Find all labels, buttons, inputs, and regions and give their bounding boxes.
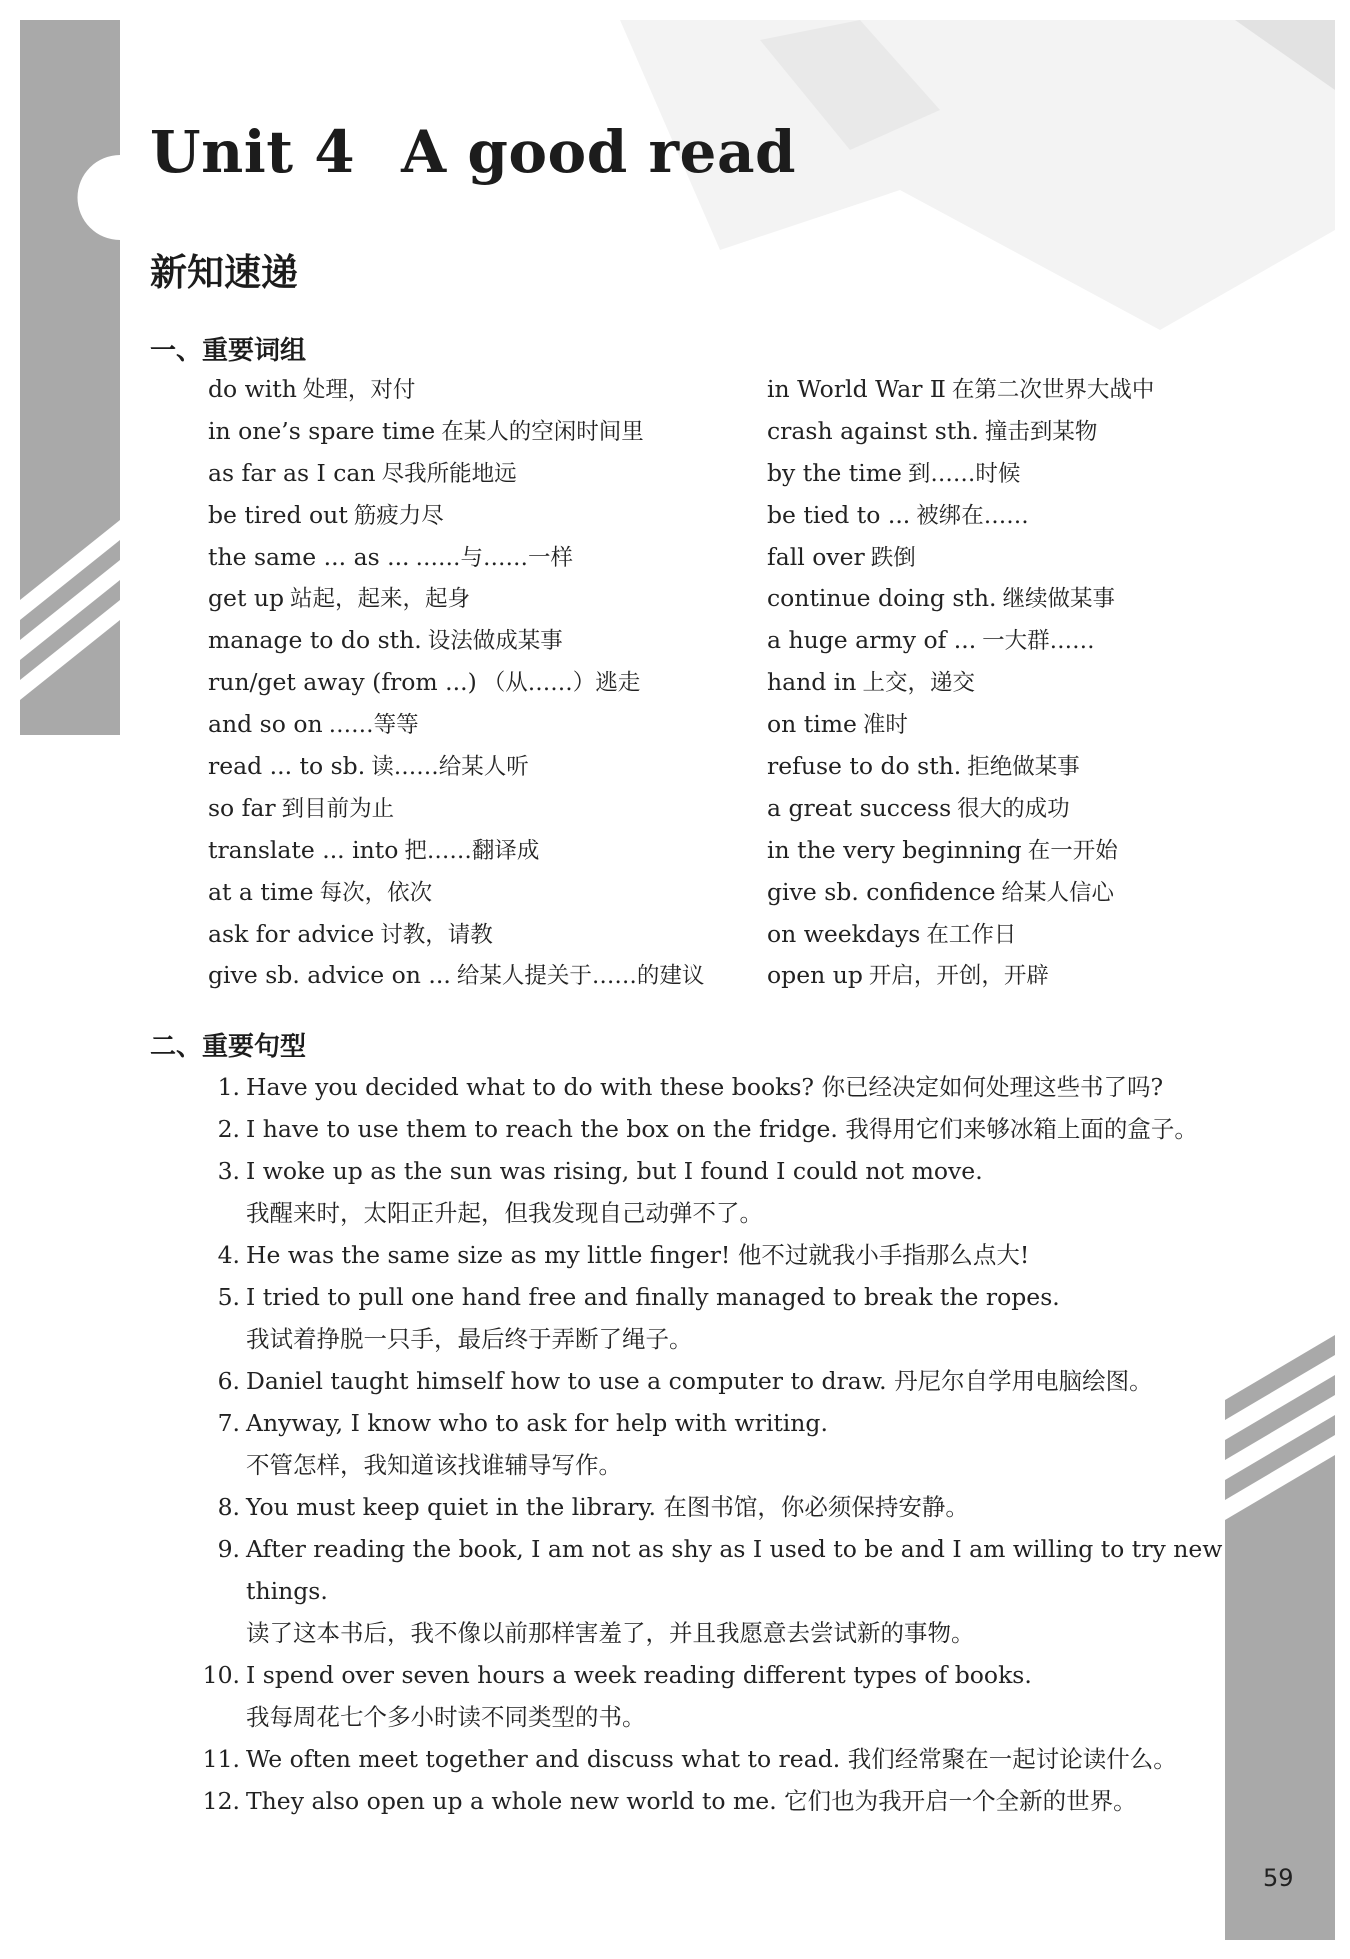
phrase-chinese: 讨教，请教 — [380, 921, 493, 948]
sentence-body — [246, 1486, 1190, 1528]
sentence-number: 11. — [202, 1745, 240, 1773]
vocab-item — [767, 830, 1327, 872]
sentence-body — [246, 1150, 1190, 1234]
phrase-english: be tied to ... — [767, 500, 911, 529]
phrase-english: on weekdays — [767, 919, 921, 948]
phrase-chinese: 每次，依次 — [319, 879, 433, 906]
phrase-chinese: 到目前为止 — [281, 795, 395, 822]
phrase-english: continue doing sth. — [767, 584, 997, 613]
phrase-chinese: 撞击到某物 — [984, 418, 1098, 445]
sentence-line: things. — [246, 1577, 328, 1605]
vocab-list-right — [767, 369, 1327, 997]
sentence-line: 我试着挣脱一只手，最后终于弄断了绳子。 — [246, 1325, 693, 1353]
vocab-item — [208, 620, 768, 662]
vocab-item — [208, 411, 768, 453]
sentence-number: 9. — [217, 1535, 240, 1563]
sentences-heading: 二、重要句型 — [150, 1032, 307, 1062]
sentence-body — [246, 1066, 1190, 1108]
sentence-line: Daniel taught himself how to use a computer to draw. 丹尼尔自学用电脑绘图。 — [246, 1367, 1153, 1395]
vocab-item — [767, 495, 1327, 537]
sentence-item — [150, 1780, 1190, 1822]
vocab-item — [208, 662, 768, 704]
sentence-item — [150, 1234, 1190, 1276]
phrase-chinese: 给某人信心 — [1001, 879, 1115, 906]
sentence-number: 10. — [202, 1661, 240, 1689]
vocab-item — [767, 914, 1327, 956]
vocab-item — [208, 704, 768, 746]
sentence-number: 5. — [217, 1283, 240, 1311]
phrase-english: by the time — [767, 458, 902, 487]
phrase-chinese: 被绑在…… — [916, 502, 1029, 529]
phrase-chinese: 设法做成某事 — [427, 628, 563, 655]
sentence-body — [246, 1780, 1190, 1822]
sentence-body — [246, 1108, 1198, 1150]
phrase-english: give sb. confidence — [767, 877, 996, 906]
sentence-item — [150, 1402, 1190, 1486]
phrase-english: in the very beginning — [767, 835, 1022, 864]
sentence-line: 读了这本书后，我不像以前那样害羞了，并且我愿意去尝试新的事物。 — [246, 1619, 975, 1647]
phrase-chinese: 在一开始 — [1027, 837, 1118, 864]
phrase-chinese: 在第二次世界大战中 — [951, 377, 1155, 403]
sentence-line: We often meet together and discuss what to read. 我们经常聚在一起讨论读什么。 — [246, 1745, 1177, 1773]
sentence-item — [150, 1360, 1190, 1402]
phrase-chinese: 站起，起来，起身 — [290, 586, 471, 613]
sentence-number: 7. — [217, 1409, 240, 1437]
phrase-english: the same ... as ... — [208, 542, 410, 571]
vocab-item — [208, 830, 768, 872]
sentence-list — [150, 1066, 1223, 1822]
sentence-number: 1. — [217, 1073, 240, 1101]
sentence-body — [246, 1738, 1190, 1780]
phrase-english: hand in — [767, 668, 857, 697]
unit-name: A good read — [401, 118, 797, 186]
phrase-english: at a time — [208, 877, 314, 906]
vocab-item — [767, 955, 1327, 997]
sentence-body — [246, 1528, 1222, 1654]
phrase-english: on time — [767, 710, 857, 739]
page-number: 59 — [1263, 1864, 1294, 1892]
sentence-line: He was the same size as my little finger! 他不过就我小手指那么点大! — [246, 1241, 1030, 1269]
phrase-chinese: 上交，递交 — [862, 670, 975, 697]
unit-number: Unit 4 — [150, 118, 356, 186]
sentence-number: 4. — [217, 1241, 240, 1269]
vocab-item — [208, 788, 768, 830]
phrase-english: ask for advice — [208, 919, 375, 948]
sentence-body — [246, 1402, 1190, 1486]
sentence-body — [246, 1234, 1190, 1276]
phrase-english: do with — [208, 375, 297, 403]
vocab-item — [208, 453, 768, 495]
phrase-chinese: ……与……一样 — [415, 544, 574, 571]
vocab-item — [767, 704, 1327, 746]
phrase-english: run/get away (from ...) — [208, 668, 477, 697]
sentence-item — [150, 1150, 1190, 1234]
phrase-english: fall over — [767, 542, 865, 571]
sentence-line: 我醒来时，太阳正升起，但我发现自己动弹不了。 — [246, 1199, 763, 1227]
sentence-line: They also open up a whole new world to me. 它们也为我开启一个全新的世界。 — [246, 1787, 1137, 1815]
phrase-chinese: （从……）逃走 — [482, 670, 641, 697]
sentence-item — [150, 1738, 1190, 1780]
sentence-item — [150, 1528, 1223, 1654]
phrase-english: a great success — [767, 793, 952, 822]
phrase-english: in one’s spare time — [208, 416, 436, 445]
phrase-english: get up — [208, 584, 285, 613]
sentence-item — [150, 1276, 1190, 1360]
sentence-line: I tried to pull one hand free and finally managed to break the ropes. — [246, 1283, 1060, 1311]
phrase-english: translate ... into — [208, 835, 399, 864]
sentence-body — [246, 1276, 1190, 1360]
phrase-chinese: ……等等 — [328, 712, 419, 739]
sentence-line: I spend over seven hours a week reading different types of books. — [246, 1661, 1032, 1689]
vocab-item — [208, 914, 768, 956]
vocab-item — [767, 620, 1327, 662]
phrase-english: a huge army of ... — [767, 626, 977, 655]
sentence-line: Anyway, I know who to ask for help with writing. — [246, 1409, 828, 1437]
sentence-line: I have to use them to reach the box on the fridge. 我得用它们来够冰箱上面的盒子。 — [246, 1115, 1198, 1143]
sentence-line: Have you decided what to do with these books? 你已经决定如何处理这些书了吗? — [246, 1073, 1164, 1101]
vocab-item — [208, 746, 768, 788]
vocab-list-left — [208, 369, 768, 997]
sentence-item — [150, 1108, 1198, 1150]
sentence-line: After reading the book, I am not as shy as I used to be and I am willing to try new — [246, 1535, 1223, 1563]
sentence-number: 12. — [202, 1787, 240, 1815]
vocab-item — [208, 872, 768, 914]
sentence-item — [150, 1486, 1190, 1528]
vocab-item — [208, 369, 768, 411]
vocab-item — [767, 872, 1327, 914]
phrase-chinese: 在某人的空闲时间里 — [441, 418, 644, 445]
vocab-item — [767, 453, 1327, 495]
phrase-english: open up — [767, 961, 863, 990]
phrase-chinese: 给某人提关于……的建议 — [456, 963, 705, 990]
phrase-chinese: 处理，对付 — [302, 377, 416, 403]
vocab-item — [767, 746, 1327, 788]
sentence-body — [246, 1360, 1190, 1402]
vocab-item — [767, 662, 1327, 704]
vocab-item — [767, 369, 1327, 411]
phrase-chinese: 跌倒 — [870, 544, 916, 571]
phrase-english: manage to do sth. — [208, 626, 422, 655]
sentence-number: 8. — [217, 1493, 240, 1521]
phrase-chinese: 很大的成功 — [957, 795, 1070, 822]
vocab-item — [208, 495, 768, 537]
vocab-item — [208, 955, 768, 997]
phrase-chinese: 尽我所能地远 — [381, 460, 517, 487]
phrase-chinese: 筋疲力尽 — [353, 502, 444, 529]
sentence-line: 我每周花七个多小时读不同类型的书。 — [246, 1703, 646, 1731]
sentence-number: 2. — [217, 1115, 240, 1143]
phrase-chinese: 在工作日 — [926, 921, 1017, 948]
phrase-english: and so on — [208, 710, 323, 739]
phrase-chinese: 准时 — [862, 712, 908, 739]
phrase-chinese: 继续做某事 — [1002, 586, 1116, 613]
phrase-english: crash against sth. — [767, 416, 979, 445]
sentence-line: You must keep quiet in the library. 在图书馆，你必须保持安静。 — [246, 1493, 969, 1521]
vocab-heading: 一、重要词组 — [150, 336, 307, 366]
phrase-chinese: 开启，开创，开辟 — [868, 963, 1049, 990]
sentence-item — [150, 1654, 1190, 1738]
sentence-line: 不管怎样，我知道该找谁辅导写作。 — [246, 1451, 622, 1479]
phrase-chinese: 一大群…… — [982, 628, 1095, 655]
phrase-chinese: 把……翻译成 — [404, 837, 540, 864]
phrase-english: read ... to sb. — [208, 752, 366, 781]
phrase-chinese: 读……给某人听 — [371, 754, 529, 781]
unit-title — [150, 118, 796, 186]
sentence-item — [150, 1066, 1190, 1108]
phrase-english: be tired out — [208, 500, 348, 529]
section-heading: 新知速递 — [150, 251, 298, 294]
phrase-english: refuse to do sth. — [767, 752, 962, 781]
vocab-item — [767, 537, 1327, 579]
sentence-number: 6. — [217, 1367, 240, 1395]
vocab-item — [208, 537, 768, 579]
phrase-english: as far as I can — [208, 458, 376, 487]
vocab-item — [767, 578, 1327, 620]
phrase-chinese: 到……时候 — [907, 460, 1021, 487]
vocab-item — [767, 411, 1327, 453]
vocab-item — [767, 788, 1327, 830]
phrase-english: give sb. advice on ... — [208, 961, 451, 990]
phrase-english: in World War Ⅱ — [767, 375, 946, 403]
sentence-line: I woke up as the sun was rising, but I found I could not move. — [246, 1157, 983, 1185]
phrase-english: so far — [208, 793, 276, 822]
phrase-chinese: 拒绝做某事 — [967, 754, 1080, 781]
sentence-number: 3. — [217, 1157, 240, 1185]
sentence-body — [246, 1654, 1190, 1738]
vocab-item — [208, 578, 768, 620]
